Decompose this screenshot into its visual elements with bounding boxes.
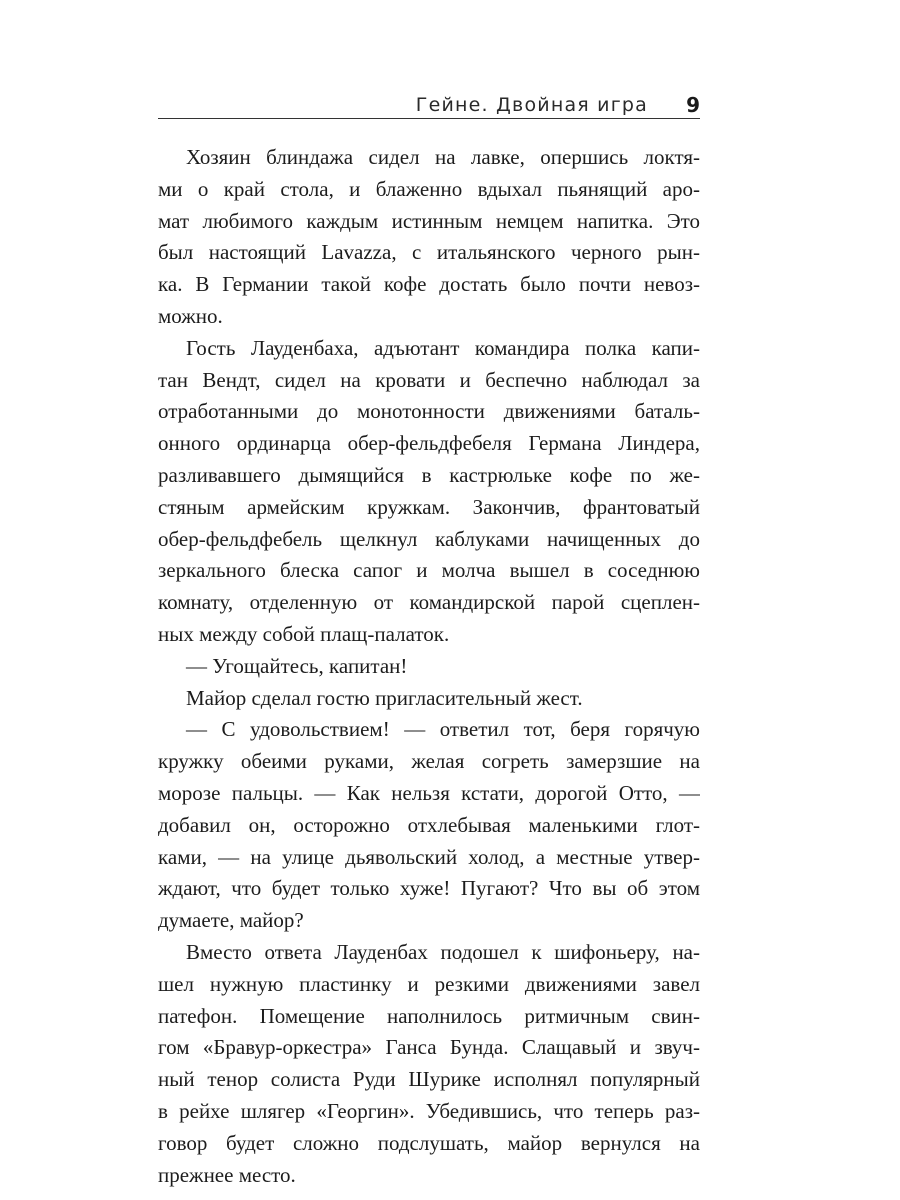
text-line: тан Вендт, сидел на кровати и беспечно наблюдал за <box>158 367 700 392</box>
text-line: — С удовольствием! — ответил тот, беря горячую <box>186 717 700 742</box>
text-line: онного ординарца обер-фельдфебеля Германа Линдера, <box>158 431 700 456</box>
text-line: обер-фельдфебель щелкнул каблуками начищенных до <box>158 526 700 551</box>
header-rule <box>158 118 700 119</box>
text-line: добавил он, осторожно отхлебывая маленькими глот- <box>158 812 700 837</box>
text-line: ный тенор солиста Руди Шурике исполнял популярный <box>158 1067 700 1092</box>
text-line: говор будет сложно подслушать, майор вернулся на <box>158 1130 700 1155</box>
text-line: шел нужную пластинку и резкими движениями завел <box>158 971 700 996</box>
text-line: кружку обеими руками, желая согреть замерзшие на <box>158 749 700 774</box>
text-line: ками, — на улице дьявольский холод, а местные утвер- <box>158 844 700 869</box>
text-line: комнату, отделенную от командирской парой сцеплен- <box>158 590 700 615</box>
text-line: прежнее место. <box>158 1162 296 1187</box>
text-line: Гость Лауденбаха, адъютант командира полка капи- <box>186 335 700 360</box>
paragraph-6 <box>158 937 700 1191</box>
paragraph-2 <box>158 333 700 651</box>
text-line: морозе пальцы. — Как нельзя кстати, дорогой Отто, — <box>158 780 700 805</box>
text-line: ждают, что будет только хуже! Пугают? Что вы об этом <box>158 876 700 901</box>
text-line: Майор сделал гостю пригласительный жест. <box>186 685 583 710</box>
text-line: стяным армейским кружкам. Закончив, франтоватый <box>158 494 700 519</box>
text-line: можно. <box>158 303 223 328</box>
text-line: отработанными до монотонности движениями баталь- <box>158 399 700 424</box>
paragraph-5 <box>158 714 700 937</box>
paragraph-3 <box>158 651 700 683</box>
text-line: патефон. Помещение наполнилось ритмичным свин- <box>158 1003 700 1028</box>
text-line: — Угощайтесь, капитан! <box>186 653 408 678</box>
text-line: зеркального блеска сапог и молча вышел в соседнюю <box>158 558 700 583</box>
text-line: в рейхе шлягер «Георгин». Убедившись, что теперь раз- <box>158 1098 700 1123</box>
text-line: Вместо ответа Лауденбах подошел к шифоньеру, на- <box>186 939 700 964</box>
text-line: гом «Бравур-оркестра» Ганса Бунда. Слащавый и звуч- <box>158 1035 700 1060</box>
paragraph-1 <box>158 142 700 333</box>
paragraph-4 <box>158 683 700 715</box>
text-line: ка. В Германии такой кофе достать было почти невоз- <box>158 272 700 297</box>
text-line: ми о край стола, и блаженно вдыхал пьянящий аро- <box>158 176 700 201</box>
text-line: ных между собой плащ-палаток. <box>158 621 450 646</box>
text-line: Хозяин блиндажа сидел на лавке, опершись локтя- <box>186 145 700 169</box>
text-line: мат любимого каждым истинным немцем напитка. Это <box>158 208 700 233</box>
page-number: 9 <box>686 93 700 117</box>
body-text <box>158 142 700 1191</box>
text-line: был настоящий Lavazza, с итальянского черного рын- <box>158 240 700 265</box>
text-line: думаете, майор? <box>158 908 304 933</box>
running-header-title: Гейне. Двойная игра <box>415 94 648 116</box>
text-line: разливавшего дымящийся в кастрюльке кофе по же- <box>158 462 700 487</box>
